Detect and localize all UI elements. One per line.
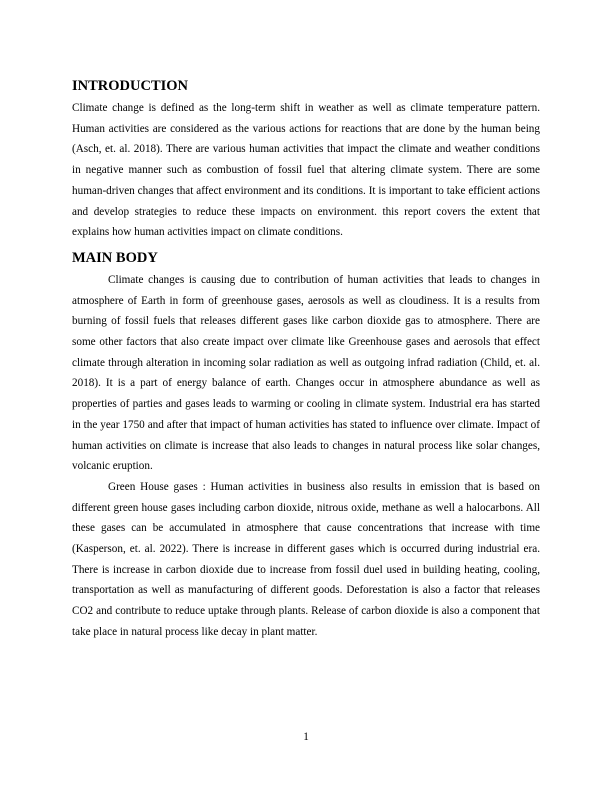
introduction-heading: INTRODUCTION bbox=[72, 78, 189, 94]
introduction-paragraph: Climate change is defined as the long-term shift in weather as well as climate temperature pattern. Human activities are considered as the various actions for reactions that are done by the human being (Asch, et. al. 2018). There are various human activities that impact the climate and weather conditions in negative manner such as combustion of fossil fuel that altering climate system. There are some human-driven changes that affect environment and its conditions. It is important to take efficient actions and develop strategies to reduce these impacts on environment. this report covers the extent that explains how human activities impact on climate conditions. bbox=[72, 102, 540, 239]
main-body-paragraph-1: Climate changes is causing due to contribution of human activities that leads to changes in atmosphere of Earth in form of greenhouse gases, aerosols as well as cloudiness. It is a results from burning of fossil fuels that releases different gases like carbon dioxide gas to atmosphere. There are some other factors that also create impact over climate like Greenhouse gases and aerosols that effect climate through alteration in incoming solar radiation as well as outgoing infrad radiation (Child, et. al. 2018). It is a part of energy balance of earth. Changes occur in atmosphere abundance as well as properties of parties and gases leads to warming or cooling in climate system. Industrial era has started in the year 1750 and after that impact of human activities has stated to influence over climate. Impact of human activities on climate is increase that also leads to changes in natural process like solar changes, volcanic eruption. bbox=[72, 273, 540, 473]
page-number: 1 bbox=[303, 731, 309, 743]
main-body-heading: MAIN BODY bbox=[72, 249, 158, 266]
main-body-paragraph-2: Green House gases : Human activities in business also results in emission that is based on different green house gases including carbon dioxide, nitrous oxide, methane as well a halocarbons. All these gases can be accumulated in atmosphere that cause concentrations that increase with time (Kasperson, et. al. 2022). There is increase in different gases which is occurred during industrial era. There is increase in carbon dioxide due to increase from fossil duel used in building heating, cooling, transportation as well as manufacturing of different goods. Deforestation is also a factor that releases CO2 and contribute to reduce uptake through plants. Release of carbon dioxide is also a component that take place in natural process like decay in plant matter. bbox=[72, 480, 540, 638]
page-content bbox=[72, 76, 540, 643]
